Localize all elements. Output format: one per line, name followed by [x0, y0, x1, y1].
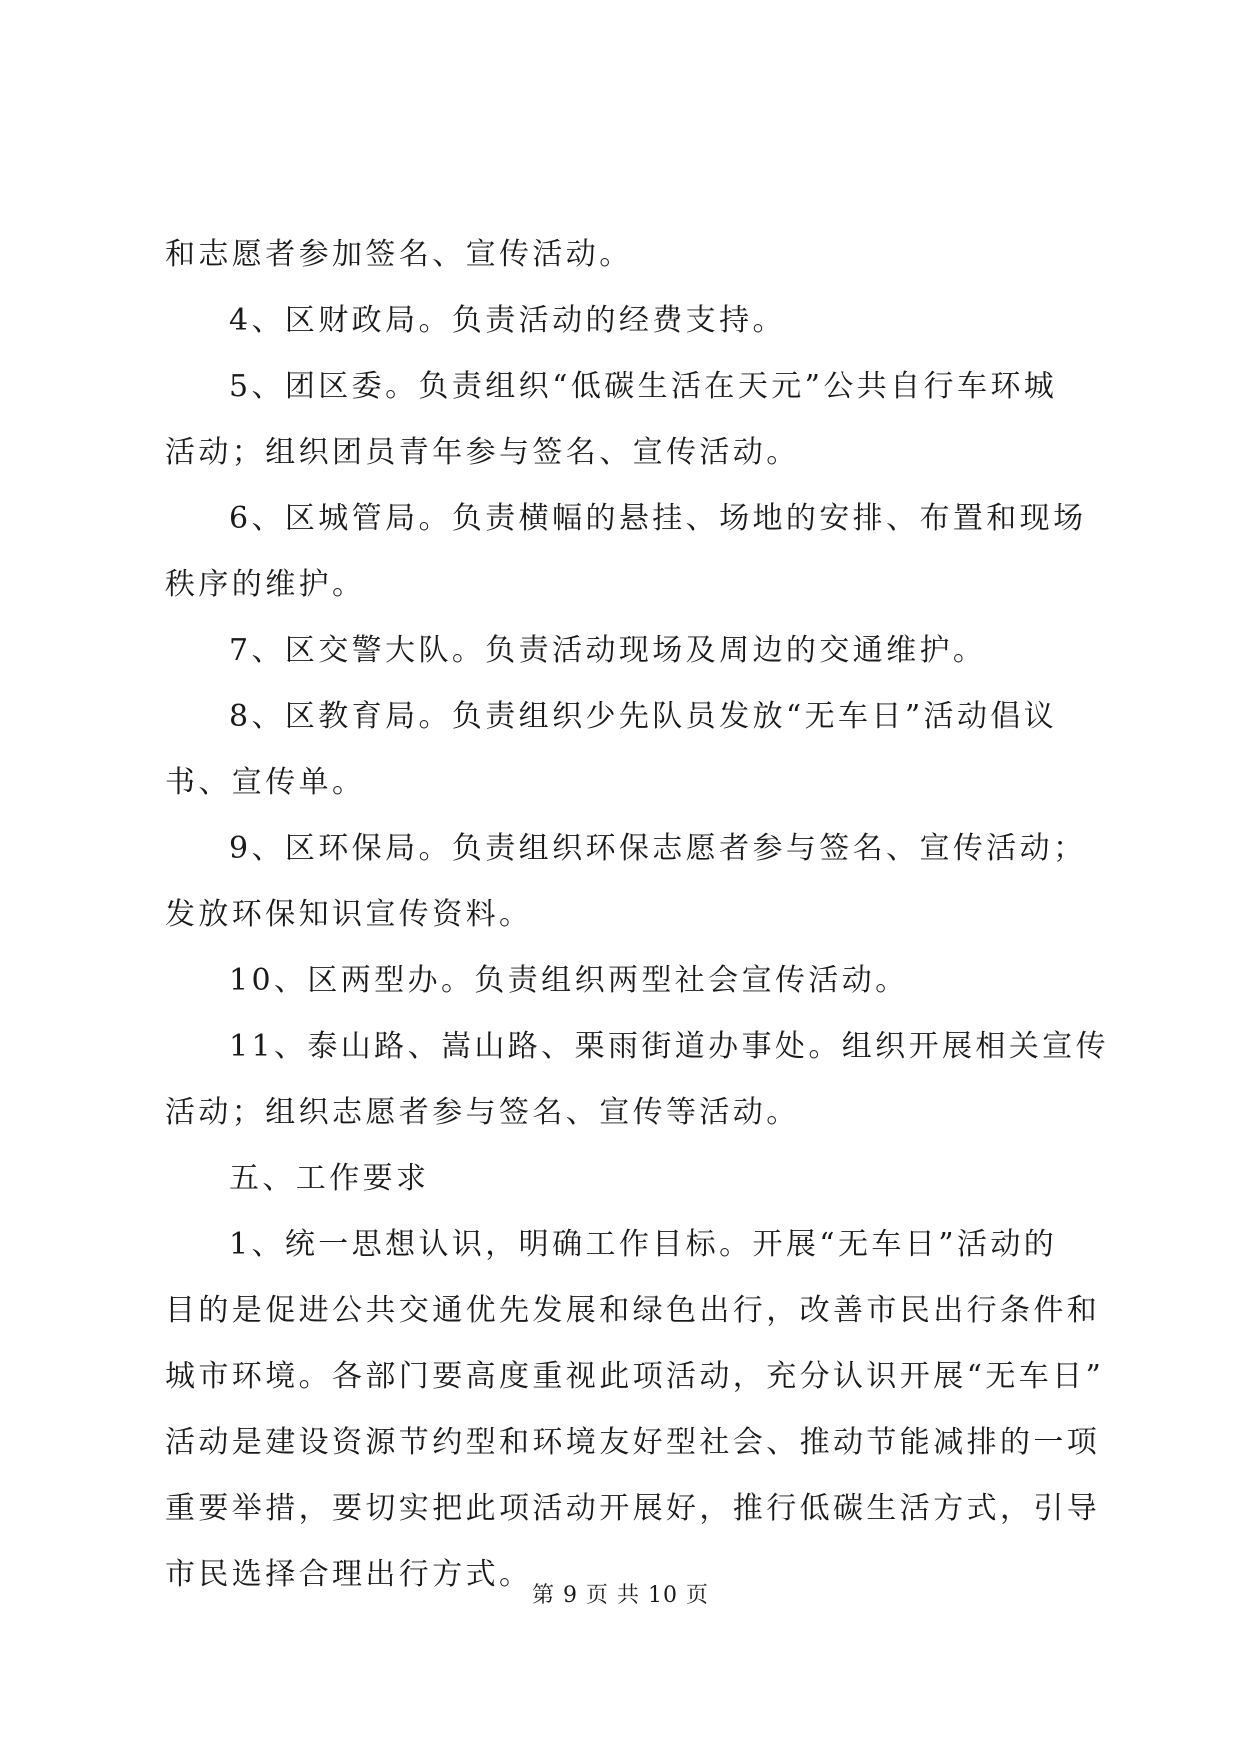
body-line: 重要举措，要切实把此项活动开展好，推行低碳生活方式，引导 [165, 1491, 1101, 1526]
section-heading: 五、工作要求 [229, 1161, 430, 1196]
body-line: 书、宣传单。 [165, 765, 366, 800]
body-line: 目的是促进公共交通优先发展和绿色出行，改善市民出行条件和 [165, 1293, 1101, 1328]
page-number-label: 第 9 页 共 10 页 [532, 1583, 709, 1608]
body-line: 8、区教育局。负责组织少先队员发放“无车日”活动倡议 [229, 699, 1058, 734]
body-line: 和志愿者参加签名、宣传活动。 [165, 237, 633, 272]
body-line: 5、团区委。负责组织“低碳生活在天元”公共自行车环城 [229, 369, 1058, 404]
body-line: 4、区财政局。负责活动的经费支持。 [229, 303, 786, 338]
body-line: 秩序的维护。 [165, 567, 366, 602]
body-line: 发放环保知识宣传资料。 [165, 897, 533, 932]
body-line: 活动；组织团员青年参与签名、宣传活动。 [165, 435, 800, 470]
body-line: 9、区环保局。负责组织环保志愿者参与签名、宣传活动； [229, 831, 1087, 866]
body-line: 1、统一思想认识，明确工作目标。开展“无车日”活动的 [229, 1227, 1058, 1262]
body-line: 10、区两型办。负责组织两型社会宣传活动。 [229, 963, 909, 998]
page-footer [0, 1578, 1241, 1609]
body-line: 活动；组织志愿者参与签名、宣传等活动。 [165, 1095, 800, 1130]
body-line: 11、泰山路、嵩山路、栗雨街道办事处。组织开展相关宣传 [229, 1029, 1109, 1064]
body-line: 7、区交警大队。负责活动现场及周边的交通维护。 [229, 633, 987, 668]
body-line: 6、区城管局。负责横幅的悬挂、场地的安排、布置和现场 [229, 501, 1087, 536]
document-body [165, 222, 1109, 1608]
body-line: 活动是建设资源节约型和环境友好型社会、推动节能减排的一项 [165, 1425, 1101, 1460]
body-line: 城市环境。各部门要高度重视此项活动，充分认识开展“无车日” [165, 1359, 1105, 1394]
body-line: 市民选择合理出行方式。 [165, 1557, 533, 1592]
